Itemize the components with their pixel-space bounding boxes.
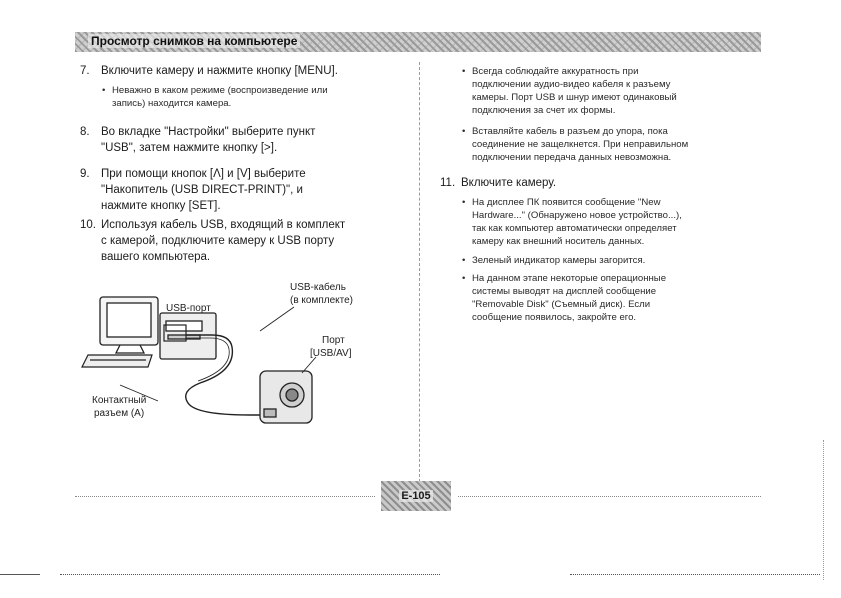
- step-9: [80, 167, 410, 215]
- step-11-note-3: [462, 272, 782, 326]
- camera-port-label-line2: [USB/AV]: [310, 348, 352, 359]
- note-line: Зеленый индикатор камеры загорится.: [472, 255, 646, 266]
- bullet-dot: •: [462, 66, 466, 77]
- step-text: Используя кабель USB, входящий в комплект: [101, 219, 346, 231]
- note-line: На дисплее ПК появится сообщение "New: [472, 197, 661, 208]
- keyboard-icon: [82, 355, 152, 367]
- note-line: подключении передача данных невозможна.: [472, 152, 672, 163]
- usb-cable-label-line2: (в комплекте): [290, 295, 354, 306]
- camera-port-label-line1: Порт: [322, 335, 345, 346]
- step-text: с камерой, подключите камеру к USB порту: [101, 235, 335, 247]
- step-text: При помощи кнопок [Λ] и [V] выберите: [101, 168, 306, 180]
- note-line: "Removable Disk" (Съемный диск). Если: [472, 299, 651, 310]
- connector-label-line1: Контактный: [92, 395, 147, 406]
- step-text: Во вкладке "Настройки" выберите пункт: [101, 126, 316, 138]
- note-line: Hardware..." (Обнаружено новое устройство...),: [472, 210, 682, 221]
- bullet-dot: •: [462, 255, 466, 266]
- note-line: так как компьютер автоматически определяет: [472, 223, 677, 234]
- step-text: "USB", затем нажмите кнопку [>].: [101, 142, 278, 154]
- scan-artifact-mid: [60, 574, 440, 575]
- connector-label-line2: разъем (A): [94, 408, 145, 419]
- note-line: камеру как внешний носитель данных.: [472, 236, 645, 247]
- footer-rule-right: [458, 496, 761, 497]
- step-text: "Накопитель (USB DIRECT-PRINT)", и: [101, 184, 303, 196]
- column-divider: [419, 62, 420, 482]
- scan-artifact-left: [0, 574, 40, 575]
- scan-artifact-right: [570, 574, 820, 575]
- bullet-dot: •: [462, 126, 466, 137]
- note-line: подключения за счет их формы.: [472, 105, 616, 116]
- step-text: нажмите кнопку [SET].: [101, 200, 221, 212]
- footer-rule-left: [75, 496, 375, 497]
- step-number: 10.: [80, 219, 96, 231]
- step-10: [80, 218, 415, 266]
- note-line: подключении аудио-видео кабеля к разъему: [472, 79, 671, 90]
- cable-pointer: [260, 307, 294, 331]
- step-text: Включите камеру.: [461, 177, 557, 189]
- right-note-2: [462, 125, 782, 167]
- note-line: соединение не защелкнется. При неправильном: [472, 139, 689, 150]
- step-number: 9.: [80, 168, 90, 180]
- note-line: камеры. Порт USB и шнур имеют одинаковый: [472, 92, 677, 103]
- page-title: Просмотр снимков на компьютере: [88, 34, 300, 48]
- usb-cable-label-line1: USB-кабель: [290, 282, 346, 293]
- step-number: 7.: [80, 65, 90, 77]
- computer-monitor-icon: [100, 297, 158, 353]
- page-number: [381, 481, 451, 511]
- computer-tower-icon: [160, 313, 216, 359]
- note-line: запись) находится камера.: [112, 98, 232, 109]
- step-11-note-2: [462, 254, 782, 268]
- note-line: системы выводят на дисплей сообщение: [472, 286, 657, 297]
- camera-icon: [260, 371, 312, 423]
- usb-port-label: USB-порт: [166, 303, 211, 314]
- step-7-note: [102, 84, 402, 112]
- page-number-text: E-105: [401, 490, 431, 502]
- note-line: Вставляйте кабель в разъем до упора, пока: [472, 126, 668, 137]
- bullet-dot: •: [462, 197, 466, 208]
- step-11: [440, 176, 770, 194]
- step-number: 8.: [80, 126, 90, 138]
- bullet-dot: •: [102, 85, 106, 96]
- step-7: [80, 64, 410, 82]
- right-note-1: [462, 65, 782, 119]
- step-number: 11.: [440, 177, 456, 189]
- step-text: Включите камеру и нажмите кнопку [MENU].: [101, 65, 338, 77]
- scan-artifact-edge: [823, 440, 824, 580]
- step-text: вашего компьютера.: [101, 251, 211, 263]
- step-8: [80, 125, 410, 157]
- note-line: Всегда соблюдайте аккуратность при: [472, 66, 639, 77]
- step-11-note-1: [462, 196, 782, 250]
- note-line: сообщение появилось, закройте его.: [472, 312, 637, 323]
- note-line: На данном этапе некоторые операционные: [472, 273, 667, 284]
- bullet-dot: •: [462, 273, 466, 284]
- note-line: Неважно в каком режиме (воспроизведение или: [112, 85, 328, 96]
